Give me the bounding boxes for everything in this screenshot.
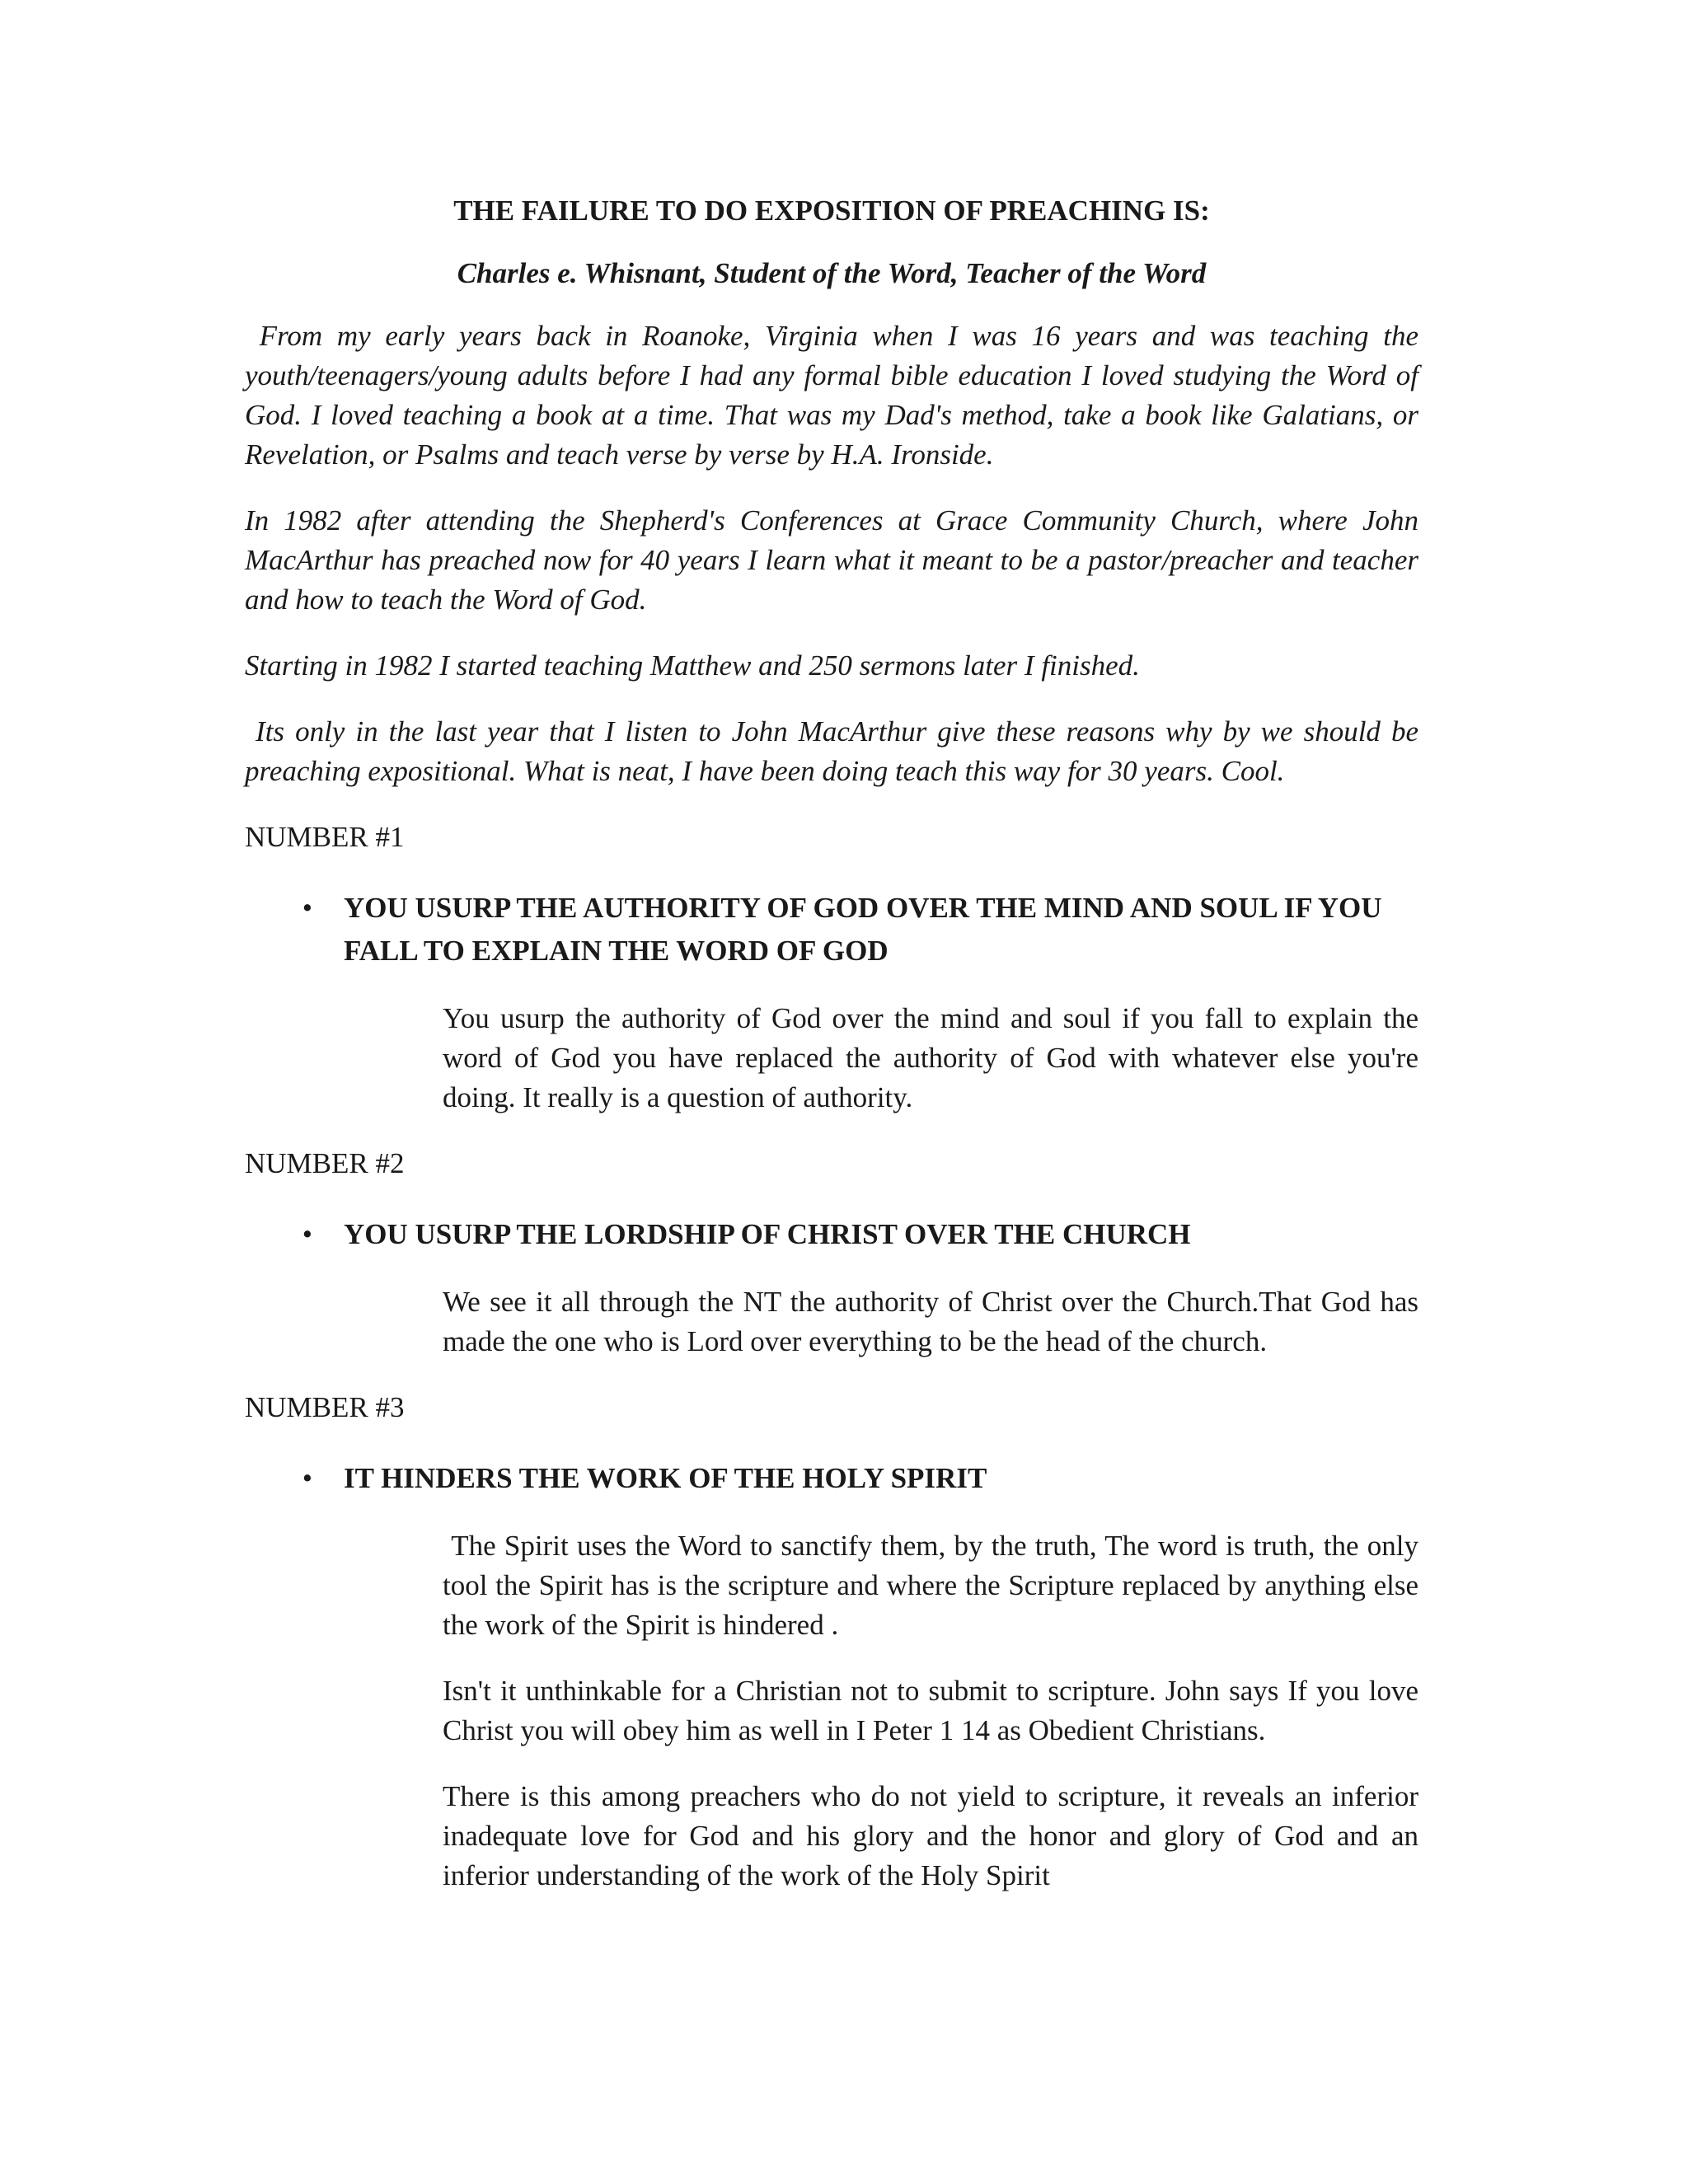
intro-paragraph: From my early years back in Roanoke, Virginia when I was 16 years and was teaching the youth/teenagers/young adults before I had any formal bible education I loved studying the Word of God. I loved teaching a book at a time. That was my Dad's method, take a book like Galatians, or Revelation, or Psalms and teach verse by verse by H.A. Ironside. (245, 320, 1418, 471)
section-paragraph: You usurp the authority of God over the mind and soul if you fall to explain the word of God you have replaced the authority of God with whatever else you're doing. It really is a question of authority. (443, 1002, 1418, 1113)
intro-paragraph: Its only in the last year that I listen to John MacArthur give these reasons why by we should be preaching expositional. What is neat, I have been doing teach this way for 30 years. Cool. (245, 715, 1418, 787)
section-point (245, 1457, 1418, 1500)
intro-paragraph: In 1982 after attending the Shepherd's Conferences at Grace Community Church, where John MacArthur has preached now for 40 years I learn what it meant to be a pastor/preacher and teacher and how to teach the Word of God. (245, 504, 1418, 616)
document-page (245, 191, 1418, 1922)
section-heading: IT HINDERS THE WORK OF THE HOLY SPIRIT (344, 1462, 987, 1494)
section-point (245, 1213, 1418, 1256)
section-paragraph: The Spirit uses the Word to sanctify them, by the truth, The word is truth, the only tool the Spirit has is the scripture and where the Scripture replaced by anything else the work of the Spirit is hindered . (443, 1530, 1418, 1641)
section-heading: YOU USURP THE AUTHORITY OF GOD OVER THE MIND AND SOUL IF YOU FALL TO EXPLAIN THE WORD OF GOD (344, 892, 1382, 967)
document-title: THE FAILURE TO DO EXPOSITION OF PREACHING IS: (453, 194, 1210, 227)
document-author: Charles e. Whisnant, Student of the Word, Teacher of the Word (457, 257, 1207, 289)
bullet-icon: • (302, 1462, 312, 1494)
section-paragraph: There is this among preachers who do not yield to scripture, it reveals an inferior inadequate love for God and his glory and the honor and glory of God and an inferior understanding of the work of the Holy Spirit (443, 1780, 1418, 1891)
bullet-icon: • (302, 1218, 312, 1250)
section-number-label: NUMBER #2 (245, 1147, 405, 1179)
section-point (245, 887, 1418, 972)
section-number-label: NUMBER #3 (245, 1391, 405, 1423)
section-paragraph: We see it all through the NT the authority of Christ over the Church.That God has made the one who is Lord over everything to be the head of the church. (443, 1286, 1418, 1357)
bullet-icon: • (302, 892, 312, 924)
section-heading: YOU USURP THE LORDSHIP OF CHRIST OVER THE CHURCH (344, 1218, 1191, 1250)
intro-paragraph: Starting in 1982 I started teaching Matthew and 250 sermons later I finished. (245, 649, 1140, 682)
section-number-label: NUMBER #1 (245, 821, 405, 853)
section-paragraph: Isn't it unthinkable for a Christian not to submit to scripture. John says If you love Christ you will obey him as well in I Peter 1 14 as Obedient Christians. (443, 1675, 1418, 1746)
